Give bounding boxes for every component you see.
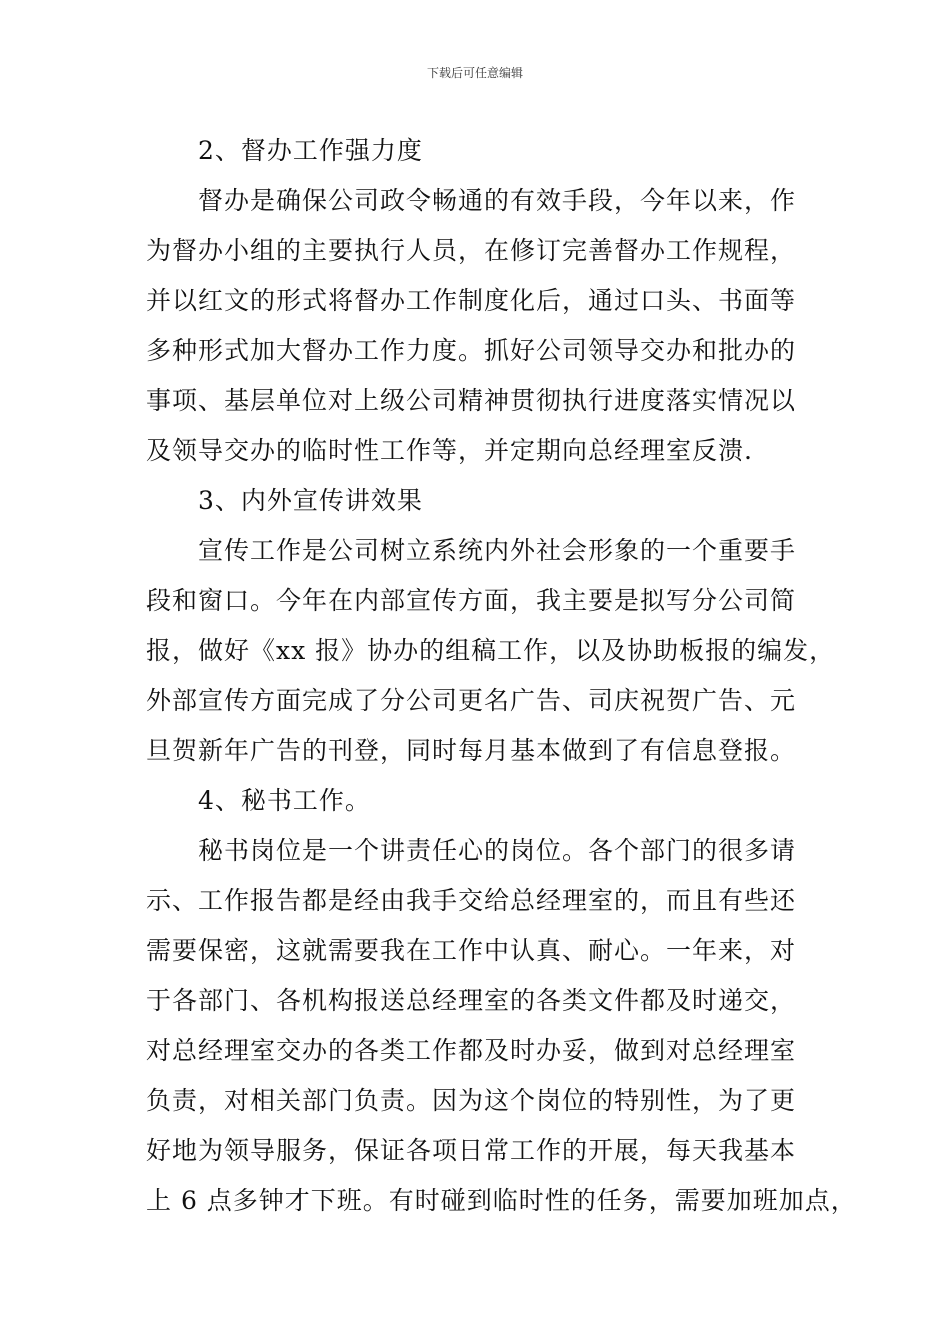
paragraph-line: 旦贺新年广告的刊登，同时每月基本做到了有信息登报。	[146, 736, 797, 765]
heading-secretary: 4、秘书工作。	[198, 786, 371, 815]
paragraph-line: 秘书岗位是一个讲责任心的岗位。各个部门的很多请	[198, 836, 797, 865]
paragraph-line: 及领导交办的临时性工作等，并定期向总经理室反溃.	[146, 436, 753, 465]
paragraph-line: 上 6 点多钟才下班。有时碰到临时性的任务，需要加班加点，	[146, 1186, 857, 1215]
heading-supervision: 2、督办工作强力度	[198, 136, 423, 165]
paragraph-line: 对总经理室交办的各类工作都及时办妥，做到对总经理室	[146, 1036, 797, 1065]
paragraph-line: 督办是确保公司政令畅通的有效手段，今年以来，作	[198, 186, 797, 215]
paragraph-line: 负责，对相关部门负责。因为这个岗位的特别性，为了更	[146, 1086, 797, 1115]
paragraph-line: 好地为领导服务，保证各项日常工作的开展，每天我基本	[146, 1136, 797, 1165]
paragraph-line: 事项、基层单位对上级公司精神贯彻执行进度落实情况以	[146, 386, 797, 415]
heading-publicity: 3、内外宣传讲效果	[198, 486, 423, 515]
paragraph-line: 多种形式加大督办工作力度。抓好公司领导交办和批办的	[146, 336, 797, 365]
header-note: 下载后可任意编辑	[426, 66, 523, 80]
paragraph-line: 于各部门、各机构报送总经理室的各类文件都及时递交，	[146, 986, 797, 1015]
paragraph-line: 示、工作报告都是经由我手交给总经理室的，而且有些还	[146, 886, 797, 915]
paragraph-line: 外部宣传方面完成了分公司更名广告、司庆祝贺广告、元	[146, 686, 797, 715]
paragraph-line: 为督办小组的主要执行人员，在修订完善督办工作规程，	[146, 236, 797, 265]
paragraph-line: 段和窗口。今年在内部宣传方面，我主要是拟写分公司简	[146, 586, 797, 615]
paragraph-line: 需要保密，这就需要我在工作中认真、耐心。一年来，对	[146, 936, 797, 965]
paragraph-line: 并以红文的形式将督办工作制度化后，通过口头、书面等	[146, 286, 797, 315]
paragraph-line: 报，做好《xx 报》协办的组稿工作，以及协助板报的编发，	[146, 636, 836, 665]
paragraph-line: 宣传工作是公司树立系统内外社会形象的一个重要手	[198, 536, 797, 565]
